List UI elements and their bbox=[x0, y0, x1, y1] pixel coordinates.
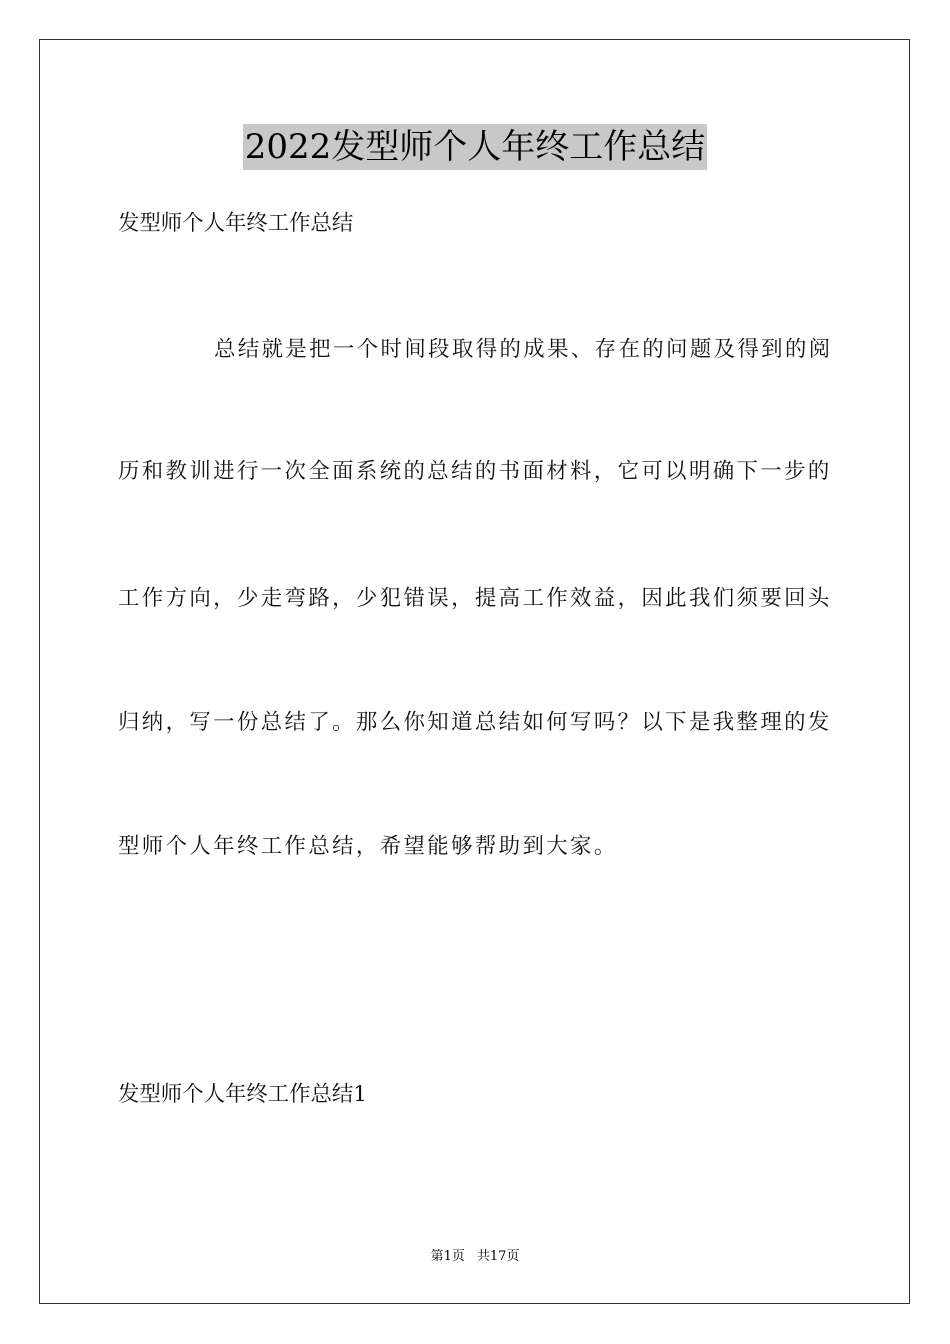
paragraph-line-4: 归纳，写一份总结了。那么你知道总结如何写吗？以下是我整理的发 bbox=[118, 710, 832, 735]
paragraph-line-5: 型师个人年终工作总结，希望能够帮助到大家。 bbox=[118, 834, 618, 859]
document-title-wrap bbox=[0, 124, 950, 170]
page-number: 第1页 bbox=[430, 1249, 465, 1264]
paragraph-line-3: 工作方向，少走弯路，少犯错误，提高工作效益，因此我们须要回头 bbox=[118, 586, 832, 611]
page-footer bbox=[0, 1247, 950, 1267]
document-title: 2022发型师个人年终工作总结 bbox=[243, 124, 708, 170]
page-total: 共17页 bbox=[476, 1249, 520, 1264]
section-heading: 发型师个人年终工作总结1 bbox=[118, 1082, 367, 1107]
document-subtitle: 发型师个人年终工作总结 bbox=[118, 211, 354, 236]
paragraph-line-2: 历和教训进行一次全面系统的总结的书面材料，它可以明确下一步的 bbox=[118, 459, 832, 484]
paragraph-line-1: 总结就是把一个时间段取得的成果、存在的问题及得到的阅 bbox=[214, 337, 833, 362]
